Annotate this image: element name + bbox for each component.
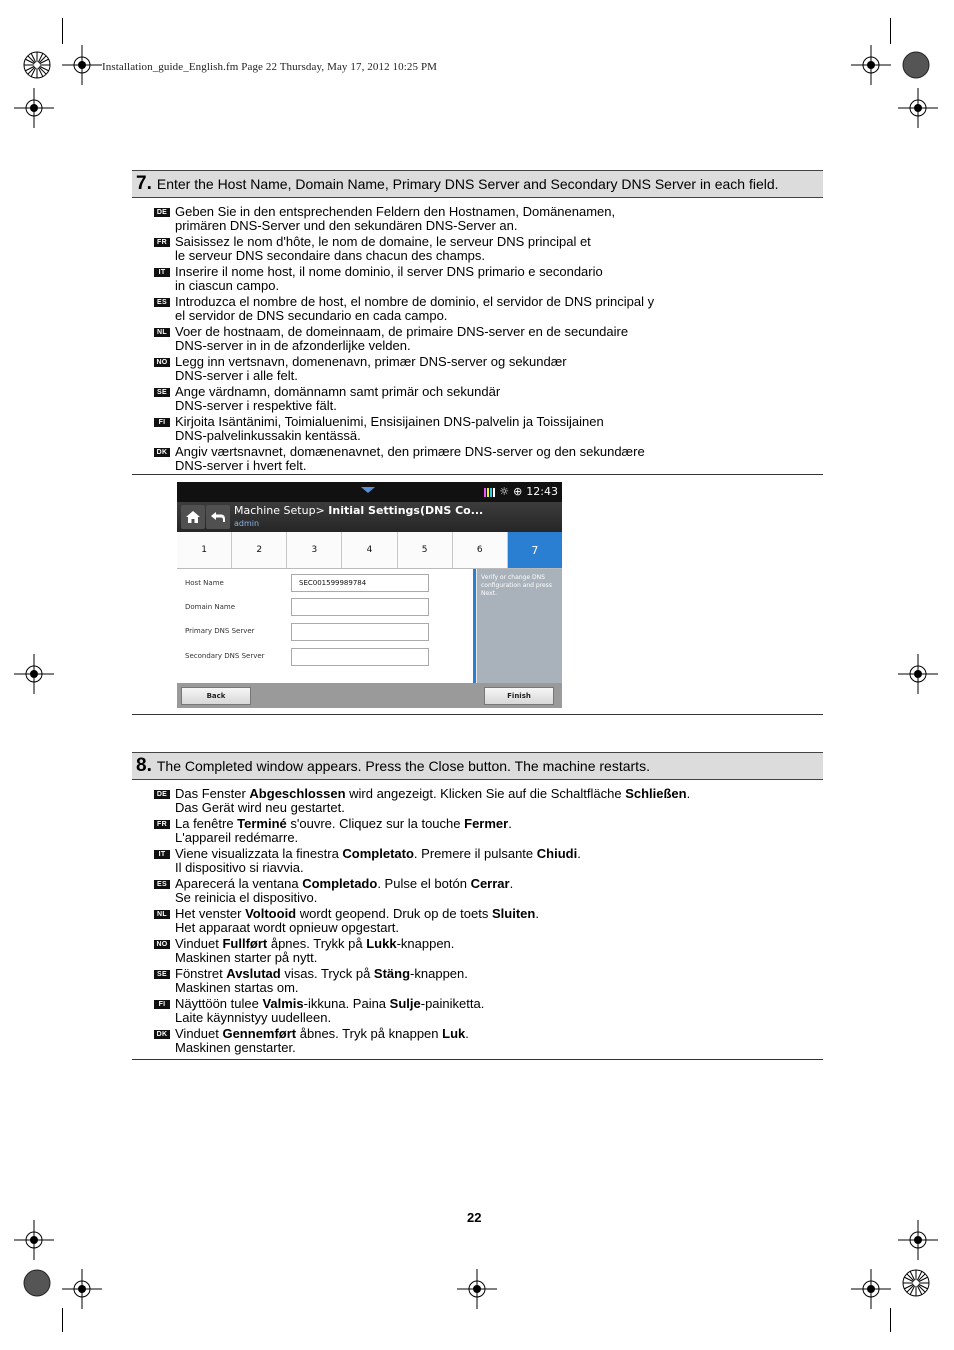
- user-name: admin: [234, 519, 260, 528]
- ui-term: Terminé: [237, 816, 287, 831]
- translation-line: Het apparaat wordt opnieuw opgestart.: [175, 920, 400, 935]
- divider: [132, 474, 823, 475]
- text-part: visas. Tryck på: [280, 966, 374, 981]
- translation-line: Il dispositivo si riavvia.: [175, 860, 304, 875]
- tab-1[interactable]: 1: [177, 532, 232, 568]
- translation-line: DNS-server i respektive fält.: [175, 398, 337, 413]
- clock-time: 12:43: [526, 485, 558, 498]
- tab-5[interactable]: 5: [398, 532, 453, 568]
- translation-item: [154, 787, 794, 815]
- scrollbar[interactable]: [473, 569, 476, 683]
- finish-button[interactable]: Finish: [484, 687, 554, 705]
- translation-line: Ange värdnamn, domännamn samt primär och sekundär: [175, 384, 501, 399]
- ui-term: Completado: [302, 876, 378, 891]
- translation-item: [154, 445, 794, 473]
- registration-crosshair-icon: [457, 1269, 497, 1309]
- host-name-label: Host Name: [185, 579, 224, 587]
- translation-item: [154, 967, 794, 995]
- language-flag: DK: [154, 448, 170, 457]
- divider: [132, 1059, 823, 1060]
- registration-crosshair-icon: [898, 654, 938, 694]
- translation-item: [154, 385, 794, 413]
- ui-term: Valmis: [262, 996, 304, 1011]
- language-flag: NL: [154, 910, 170, 919]
- translation-line: Maskinen startas om.: [175, 980, 299, 995]
- language-flag: ES: [154, 880, 170, 889]
- text-part: -knappen.: [396, 936, 455, 951]
- text-part: .: [577, 846, 581, 861]
- translation-line: Das Gerät wird neu gestartet.: [175, 800, 345, 815]
- translation-line: Se reinicia el dispositivo.: [175, 890, 318, 905]
- translation-item: [154, 355, 794, 383]
- registration-crosshair-icon: [898, 88, 938, 128]
- language-flag: IT: [154, 268, 170, 277]
- ui-term: Fermer: [464, 816, 509, 831]
- language-flag: ES: [154, 298, 170, 307]
- status-icons: [484, 485, 558, 498]
- language-flag: NL: [154, 328, 170, 337]
- translation-line: Saisissez le nom d'hôte, le nom de domaine, le serveur DNS principal et: [175, 234, 591, 249]
- translation-item: [154, 847, 794, 875]
- translation-line: [175, 847, 794, 861]
- title-prefix: Machine Setup>: [234, 504, 325, 517]
- text-part: La fenêtre: [175, 816, 238, 831]
- host-name-field[interactable]: SEC001599989784: [291, 574, 429, 592]
- language-flag: FI: [154, 418, 170, 427]
- translation-item: [154, 817, 794, 845]
- registration-crosshair-icon: [14, 88, 54, 128]
- translation-line: [175, 967, 794, 981]
- translation-line: DNS-server i alle felt.: [175, 368, 298, 383]
- screen-title: [234, 504, 483, 517]
- ui-term: Luk: [442, 1026, 466, 1041]
- home-icon: [185, 510, 201, 524]
- language-flag: FR: [154, 820, 170, 829]
- translation-line: Introduzca el nombre de host, el nombre de dominio, el servidor de DNS principal y: [175, 294, 655, 309]
- trim-mark: [62, 1308, 63, 1332]
- translation-item: [154, 907, 794, 935]
- text-part: .: [465, 1026, 469, 1041]
- registration-crosshair-icon: [14, 654, 54, 694]
- text-part: wird angezeigt. Klicken Sie auf die Schaltfläche: [345, 786, 626, 801]
- sun-icon: ☼: [499, 485, 510, 498]
- translation-line: primären DNS-Server und den sekundären DNS-Server an.: [175, 218, 518, 233]
- translation-line: Angiv værtsnavnet, domænenavnet, den primære DNS-server og den sekundære: [175, 444, 645, 459]
- text-part: . Premere il pulsante: [413, 846, 537, 861]
- title-bar: [177, 502, 562, 532]
- title-bold: Initial Settings(DNS Co...: [328, 504, 484, 517]
- text-part: åpnes. Trykk på: [267, 936, 367, 951]
- back-button[interactable]: Back: [181, 687, 251, 705]
- color-registration-icon: [23, 51, 51, 79]
- translation-line: Maskinen genstarter.: [175, 1040, 296, 1055]
- ui-term: Schließen: [625, 786, 687, 801]
- registration-crosshair-icon: [851, 1269, 891, 1309]
- text-part: .: [535, 906, 539, 921]
- step-8-heading: [132, 752, 823, 780]
- translation-line: DNS-server in in de afzonderlijke velden.: [175, 338, 411, 353]
- text-part: Het venster: [175, 906, 246, 921]
- translation-item: [154, 205, 794, 233]
- bottom-bar: [177, 683, 562, 708]
- tab-3[interactable]: 3: [287, 532, 342, 568]
- translation-line: [175, 787, 794, 801]
- divider: [132, 714, 823, 715]
- translation-line: [175, 907, 794, 921]
- notification-pull-icon: [361, 487, 375, 493]
- toner-icon: [484, 487, 495, 497]
- registration-crosshair-icon: [62, 45, 102, 85]
- text-part: . Pulse el botón: [377, 876, 471, 891]
- color-registration-icon: [902, 1269, 930, 1297]
- registration-crosshair-icon: [851, 45, 891, 85]
- translation-line: [175, 817, 794, 831]
- step-8-translations: [154, 787, 794, 1057]
- translation-line: Voer de hostnaam, de domeinnaam, de primaire DNS-server en de secundaire: [175, 324, 629, 339]
- translation-line: Inserire il nome host, il nome dominio, il server DNS primario e secondario: [175, 264, 603, 279]
- translation-line: Maskinen starter på nytt.: [175, 950, 318, 965]
- translation-line: Laite käynnistyy uudelleen.: [175, 1010, 332, 1025]
- text-part: Vinduet: [175, 1026, 223, 1041]
- translation-item: [154, 1027, 794, 1055]
- translation-line: [175, 1027, 794, 1041]
- step-number: 8.: [136, 755, 152, 776]
- device-screenshot: [177, 482, 562, 708]
- color-registration-icon: [902, 51, 930, 79]
- registration-crosshair-icon: [898, 1220, 938, 1260]
- translation-line: el servidor de DNS secundario en cada campo.: [175, 308, 448, 323]
- back-arrow-button[interactable]: [206, 505, 230, 529]
- text-part: Näyttöön tulee: [175, 996, 263, 1011]
- text-part: .: [508, 816, 512, 831]
- text-part: Fönstret: [175, 966, 227, 981]
- ui-term: Avslutad: [226, 966, 281, 981]
- text-part: Vinduet: [175, 936, 223, 951]
- translation-item: [154, 325, 794, 353]
- primary-dns-label: Primary DNS Server: [185, 627, 255, 635]
- translation-item: [154, 295, 794, 323]
- domain-name-label: Domain Name: [185, 603, 236, 611]
- return-icon: [210, 510, 226, 524]
- language-flag: FI: [154, 1000, 170, 1009]
- translation-line: [175, 937, 794, 951]
- domain-name-field[interactable]: [291, 598, 429, 616]
- primary-dns-field[interactable]: [291, 623, 429, 641]
- language-flag: SE: [154, 970, 170, 979]
- translation-line: DNS-server i hvert felt.: [175, 458, 307, 473]
- language-flag: DE: [154, 208, 170, 217]
- ui-term: Abgeschlossen: [249, 786, 346, 801]
- language-flag: SE: [154, 388, 170, 397]
- text-part: -knappen.: [410, 966, 468, 981]
- language-flag: DK: [154, 1030, 170, 1039]
- tab-4[interactable]: 4: [342, 532, 397, 568]
- language-flag: NO: [154, 358, 170, 367]
- page-number: 22: [467, 1210, 482, 1225]
- text-part: Viene visualizzata la finestra: [175, 846, 343, 861]
- ui-term: Completato: [342, 846, 414, 861]
- registration-crosshair-icon: [62, 1269, 102, 1309]
- translation-item: [154, 997, 794, 1025]
- form-area: [177, 569, 475, 683]
- ui-term: Chiudi: [536, 846, 578, 861]
- translation-line: in ciascun campo.: [175, 278, 280, 293]
- text-part: .: [686, 786, 691, 801]
- language-flag: IT: [154, 850, 170, 859]
- ui-term: Fullført: [222, 936, 268, 951]
- translation-item: [154, 937, 794, 965]
- step-7-translations: [154, 205, 794, 475]
- translation-line: Kirjoita Isäntänimi, Toimialuenimi, Ensisijainen DNS-palvelin ja Toissijainen: [175, 414, 604, 429]
- text-part: wordt geopend. Druk op de toets: [296, 906, 492, 921]
- language-flag: FR: [154, 238, 170, 247]
- translation-line: L'appareil redémarre.: [175, 830, 299, 845]
- ui-term: Lukk: [366, 936, 397, 951]
- trim-mark: [890, 18, 891, 44]
- translation-line: DNS-palvelinkussakin kentässä.: [175, 428, 361, 443]
- translation-item: [154, 265, 794, 293]
- ui-term: Stäng: [373, 966, 411, 981]
- translation-item: [154, 235, 794, 263]
- step-7-heading: [132, 170, 823, 198]
- secondary-dns-label: Secondary DNS Server: [185, 652, 265, 660]
- text-part: Aparecerá la ventana: [175, 876, 303, 891]
- translation-line: Legg inn vertsnavn, domenenavn, primær DNS-server og sekundær: [175, 354, 567, 369]
- step-number: 7.: [136, 173, 152, 194]
- secondary-dns-field[interactable]: [291, 648, 429, 666]
- trim-mark: [62, 18, 63, 44]
- tab-6[interactable]: 6: [453, 532, 508, 568]
- status-bar: [177, 482, 562, 502]
- translation-line: [175, 877, 794, 891]
- registration-crosshair-icon: [14, 1220, 54, 1260]
- ui-term: Gennemført: [222, 1026, 297, 1041]
- text-part: s'ouvre. Cliquez sur la touche: [286, 816, 465, 831]
- ui-term: Sulje: [389, 996, 421, 1011]
- ui-term: Voltooid: [245, 906, 297, 921]
- language-flag: DE: [154, 790, 170, 799]
- ui-term: Sluiten: [491, 906, 536, 921]
- translation-item: [154, 877, 794, 905]
- translation-line: le serveur DNS secondaire dans chacun des champs.: [175, 248, 485, 263]
- step-instruction: The Completed window appears. Press the Close button. The machine restarts.: [156, 758, 650, 774]
- home-button[interactable]: [181, 505, 205, 529]
- globe-icon: ⊕: [513, 485, 523, 498]
- trim-mark: [890, 1308, 891, 1332]
- tab-7[interactable]: 7: [508, 532, 562, 568]
- text-part: Das Fenster: [175, 786, 250, 801]
- color-registration-icon: [23, 1269, 51, 1297]
- step-tabs: [177, 532, 562, 569]
- text-part: -painiketta.: [420, 996, 485, 1011]
- help-panel: Verify or change DNS configuration and press Next.: [477, 569, 562, 683]
- text-part: .: [509, 876, 514, 891]
- ui-term: Cerrar: [470, 876, 510, 891]
- step-instruction: Enter the Host Name, Domain Name, Primary DNS Server and Secondary DNS Server in each field.: [156, 176, 779, 192]
- translation-line: [175, 997, 794, 1011]
- tab-2[interactable]: 2: [232, 532, 287, 568]
- language-flag: NO: [154, 940, 170, 949]
- file-header: Installation_guide_English.fm Page 22 Thursday, May 17, 2012 10:25 PM: [102, 61, 438, 73]
- text-part: åbnes. Tryk på knappen: [296, 1026, 443, 1041]
- translation-item: [154, 415, 794, 443]
- translation-line: Geben Sie in den entsprechenden Feldern den Hostnamen, Domänenamen,: [175, 204, 616, 219]
- text-part: -ikkuna. Paina: [303, 996, 390, 1011]
